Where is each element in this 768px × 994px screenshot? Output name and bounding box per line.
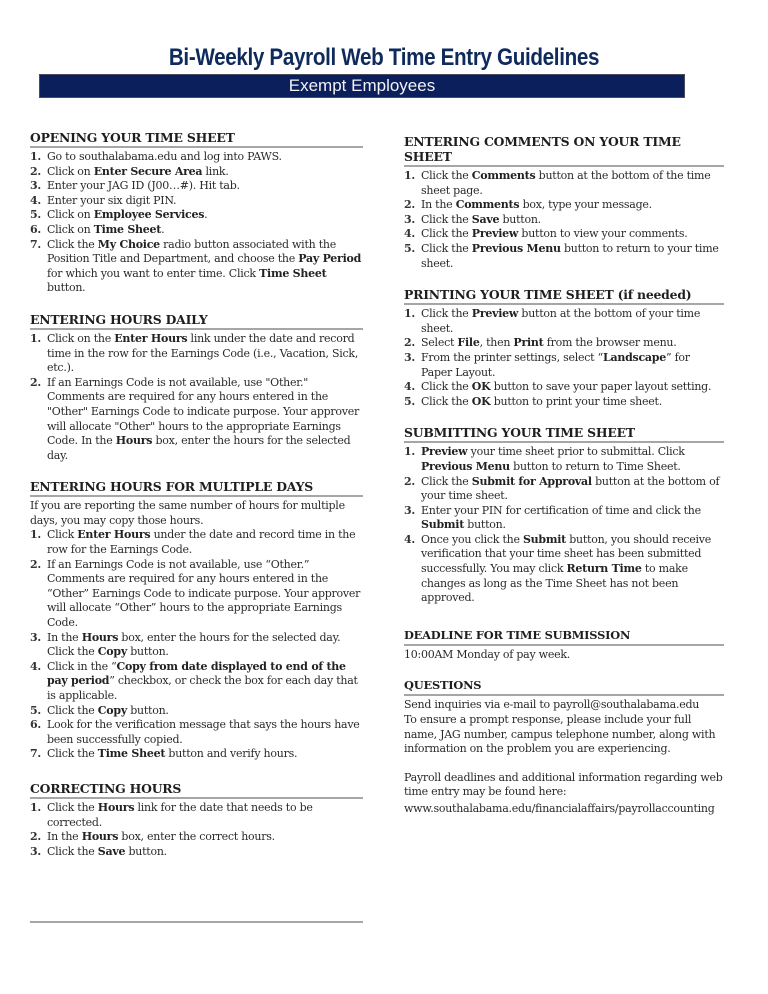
bold-term: Employee Services (93, 208, 205, 222)
document-title: Bi-Weekly Payroll Web Time Entry Guidelines (168, 44, 600, 71)
step-text: to make changes as long as the Time Sheet has not been approved. (421, 562, 688, 605)
bold-term: Copy (97, 645, 127, 659)
list-item (30, 801, 363, 830)
step-text: In the (47, 830, 82, 844)
bold-term: Previous Menu (471, 241, 561, 255)
list-item (30, 747, 363, 762)
list-item (30, 332, 363, 376)
step-number: 5. (30, 703, 41, 717)
list-item (404, 213, 724, 228)
step-text: Look for the verification message that says the hours have been successfully copied. (47, 718, 360, 746)
step-text: link for the date that needs to be corrected. (47, 800, 313, 829)
bold-term: Copy from date displayed to end of the pay period (47, 659, 346, 688)
step-text: Click the (47, 703, 98, 717)
list-item (30, 528, 363, 557)
list-item (30, 718, 363, 747)
step-list (30, 801, 363, 859)
section-questions (404, 678, 724, 816)
step-text: button at the bottom of your time sheet. (421, 474, 720, 503)
list-item (404, 445, 724, 474)
step-text: Click the (421, 474, 472, 488)
step-number: 3. (404, 350, 415, 364)
section-heading: DEADLINE FOR TIME SUBMISSION (404, 628, 724, 646)
step-number: 2. (30, 375, 41, 389)
list-item (30, 558, 363, 631)
list-item (404, 504, 724, 533)
step-number: 7. (30, 747, 41, 761)
list-item (404, 242, 724, 271)
step-list (30, 332, 363, 463)
bold-term: File (457, 336, 480, 350)
bold-term: Preview (471, 227, 519, 241)
step-text: Click the (47, 844, 98, 858)
step-text: Click the (421, 380, 472, 394)
list-item (30, 165, 363, 180)
bold-term: Return Time (566, 562, 642, 576)
step-text: your time sheet prior to submittal. Click (467, 445, 685, 459)
step-text: for which you want to enter time. Click (47, 266, 260, 280)
step-number: 2. (30, 557, 41, 571)
bold-term: Landscape (602, 350, 666, 364)
step-list (30, 528, 363, 762)
step-text: Go to southalabama.edu and log into PAWS. (47, 150, 282, 163)
step-text: Click the (421, 227, 472, 241)
bold-term: Enter Hours (77, 528, 151, 542)
step-number: 1. (30, 331, 41, 345)
bold-term: Copy (97, 703, 127, 717)
email-line: Send inquiries via e-mail to payroll@southalabama.edu (404, 698, 700, 712)
deadline-text: 10:00AM Monday of pay week. (404, 647, 571, 661)
step-text: button to print your time sheet. (490, 394, 662, 408)
list-item (30, 223, 363, 238)
step-text: Click the (47, 747, 98, 761)
step-text: Select (421, 336, 458, 350)
bold-term: OK (471, 380, 491, 394)
step-text: ” for Paper Layout. (421, 350, 690, 379)
step-list (404, 307, 724, 409)
section-heading: SUBMITTING YOUR TIME SHEET (404, 425, 724, 443)
step-text: button. (126, 645, 169, 659)
section-submitting (404, 425, 724, 606)
list-item (404, 336, 724, 351)
step-number: 4. (404, 227, 415, 241)
step-text: Click on (47, 208, 94, 222)
step-text: under the date and record time in the row for the Earnings Code. (47, 528, 356, 557)
step-text: ” checkbox, or check the box for each day that is applicable. (47, 674, 358, 702)
step-number: 2. (404, 474, 415, 488)
step-list (404, 445, 724, 606)
step-number: 2. (404, 336, 415, 350)
left-column (30, 130, 363, 875)
step-text: link under the date and record time in the row for the Earnings Code (i.e., Vacation, Sick, etc.). (47, 331, 359, 375)
subtitle-banner: Exempt Employees (39, 74, 685, 98)
step-number: 1. (404, 445, 415, 459)
more-info-text: Payroll deadlines and additional information regarding web time entry may be found here: (404, 770, 723, 799)
step-text: In the (421, 198, 456, 212)
section-heading: PRINTING YOUR TIME SHEET (if needed) (404, 287, 724, 305)
bold-term: Time Sheet (93, 222, 162, 236)
step-text: button. (464, 518, 506, 532)
bold-term: OK (471, 394, 491, 408)
list-item (404, 198, 724, 213)
bold-term: Comments (455, 198, 520, 212)
list-item (404, 351, 724, 380)
bold-term: Hours (81, 830, 119, 844)
step-text: In the (47, 630, 82, 644)
section-heading: ENTERING COMMENTS ON YOUR TIME SHEET (404, 134, 724, 167)
section-heading: QUESTIONS (404, 678, 724, 696)
step-text: button to return to your time sheet. (421, 241, 719, 270)
section-daily (30, 312, 363, 463)
step-text: button at the bottom of the time sheet page. (421, 169, 711, 197)
step-text: Click (47, 528, 78, 542)
bold-term: Print (513, 336, 544, 350)
step-text: Click on (47, 222, 94, 236)
step-number: 3. (30, 844, 41, 858)
step-text: . (161, 222, 165, 236)
step-text: Click the (47, 800, 98, 814)
step-number: 1. (30, 800, 41, 814)
step-list (30, 150, 363, 296)
bold-term: Enter Secure Area (93, 164, 203, 178)
bold-term: Submit (421, 518, 465, 532)
list-item (30, 194, 363, 209)
section-heading: ENTERING HOURS FOR MULTIPLE DAYS (30, 479, 363, 497)
section-opening (30, 130, 363, 296)
step-text: Once you click the (421, 532, 523, 546)
step-text: button. (47, 281, 86, 295)
list-item (30, 631, 363, 660)
bold-term: Submit for Approval (471, 474, 592, 488)
step-text: If an Earnings Code is not available, use "Other." Comments are required for any hours entered in the "Other" Earnings Code to indicate purpose. Your approver will allocate "Other" hours to the appropriate Earnings Code. In the (47, 375, 360, 448)
list-item (404, 307, 724, 336)
step-text: button. (499, 212, 541, 226)
step-text: Click the (421, 394, 472, 408)
step-number: 1. (30, 528, 41, 542)
list-item (404, 380, 724, 395)
step-text: radio button associated with the Position Title and Department, and choose the (47, 237, 336, 266)
step-text: Click the (47, 237, 98, 251)
bold-term: Previous Menu (421, 459, 510, 473)
step-text: box, enter the correct hours. (118, 830, 275, 844)
section-multiple-days (30, 479, 363, 762)
list-item (30, 830, 363, 845)
step-number: 2. (404, 198, 415, 212)
step-text: From the printer settings, select “ (421, 350, 603, 364)
bold-term: Submit (522, 532, 567, 546)
payroll-url-link[interactable]: www.southalabama.edu/financialaffairs/payrollaccounting (404, 802, 715, 815)
step-text: If an Earnings Code is not available, use “Other.” Comments are required for any hours entered in the “Other” Earnings Code to indicate purpose. Your approver will allocate “Other” hours to the appropriate Earnings Code. (47, 557, 361, 630)
step-number: 5. (30, 208, 41, 222)
list-item (404, 169, 724, 198)
bold-term: Pay Period (298, 252, 362, 266)
step-list (404, 169, 724, 271)
step-number: 4. (404, 532, 415, 546)
step-number: 5. (404, 241, 415, 255)
list-item (30, 376, 363, 464)
bold-term: Time Sheet (259, 266, 327, 280)
step-number: 4. (30, 193, 41, 207)
step-text: button. (126, 703, 169, 717)
list-item (404, 395, 724, 410)
list-item (404, 533, 724, 606)
step-text: Enter your JAG ID (J00…#). Hit tab. (47, 179, 240, 193)
list-item (30, 150, 363, 165)
step-number: 3. (30, 179, 41, 193)
section-comments (404, 134, 724, 271)
step-text: button to return to Time Sheet. (509, 459, 681, 473)
bold-term: Comments (471, 169, 536, 182)
step-text: Click the (421, 212, 472, 226)
step-number: 1. (30, 150, 41, 163)
step-number: 5. (404, 394, 415, 408)
step-number: 6. (30, 718, 41, 732)
section-heading: CORRECTING HOURS (30, 781, 363, 799)
bold-term: Enter Hours (114, 331, 188, 345)
step-text: button. (125, 844, 167, 858)
step-text: Enter your PIN for certification of time and click the (421, 503, 701, 517)
step-text: box, type your message. (519, 198, 652, 212)
step-text: box, enter the hours for the selected day. Click the (47, 630, 341, 659)
step-number: 3. (404, 503, 415, 517)
step-number: 6. (30, 222, 41, 236)
list-item (30, 238, 363, 296)
step-text: Enter your six digit PIN. (47, 193, 177, 207)
bold-term: Save (471, 212, 500, 226)
step-text: box, enter the hours for the selected day. (47, 434, 351, 462)
section-deadline (404, 628, 724, 663)
bold-term: Hours (81, 630, 119, 644)
bold-term: Preview (471, 307, 519, 321)
section-printing (404, 287, 724, 409)
right-column (404, 134, 724, 833)
list-item (30, 845, 363, 860)
divider (30, 921, 363, 923)
list-item (30, 660, 363, 704)
step-text: Click in the “ (47, 659, 117, 673)
step-text: . (204, 208, 208, 222)
step-text: button to save your paper layout setting. (490, 380, 712, 394)
step-text: Click on (47, 164, 94, 178)
step-text: Click on the (47, 331, 115, 345)
bold-term: My Choice (97, 237, 160, 251)
step-text: Click the (421, 169, 472, 182)
response-instructions: To ensure a prompt response, please include your full name, JAG number, campus telephone number, along with information on the problem you are experiencing. (404, 713, 716, 756)
list-item (30, 179, 363, 194)
step-text: from the browser menu. (543, 336, 677, 350)
bold-term: Save (97, 844, 126, 858)
step-number: 3. (404, 212, 415, 226)
list-item (404, 227, 724, 242)
list-item (404, 475, 724, 504)
section-heading: ENTERING HOURS DAILY (30, 312, 363, 330)
step-number: 1. (404, 307, 415, 321)
step-number: 2. (30, 830, 41, 844)
bold-term: Preview (421, 445, 468, 459)
step-text: link. (202, 164, 229, 178)
step-number: 7. (30, 237, 41, 251)
section-intro: If you are reporting the same number of hours for multiple days, you may copy those hours. (30, 499, 345, 527)
bold-term: Time Sheet (97, 747, 166, 761)
section-correcting (30, 781, 363, 859)
step-text: Click the (421, 241, 472, 255)
step-text: button and verify hours. (165, 747, 298, 761)
bold-term: Hours (115, 434, 153, 448)
step-number: 1. (404, 169, 415, 182)
step-text: button at the bottom of your time sheet. (421, 307, 701, 335)
step-text: button to view your comments. (518, 227, 688, 241)
list-item (30, 704, 363, 719)
bold-term: Hours (97, 800, 135, 814)
list-item (30, 208, 363, 223)
step-text: Click the (421, 307, 472, 321)
step-text: button, you should receive verification that your time sheet has been submitted successfully. You may click (421, 532, 712, 576)
section-heading: OPENING YOUR TIME SHEET (30, 130, 363, 148)
step-number: 3. (30, 630, 41, 644)
step-text: , then (479, 336, 514, 350)
step-number: 4. (30, 659, 41, 673)
step-number: 4. (404, 380, 415, 394)
step-number: 2. (30, 164, 41, 178)
